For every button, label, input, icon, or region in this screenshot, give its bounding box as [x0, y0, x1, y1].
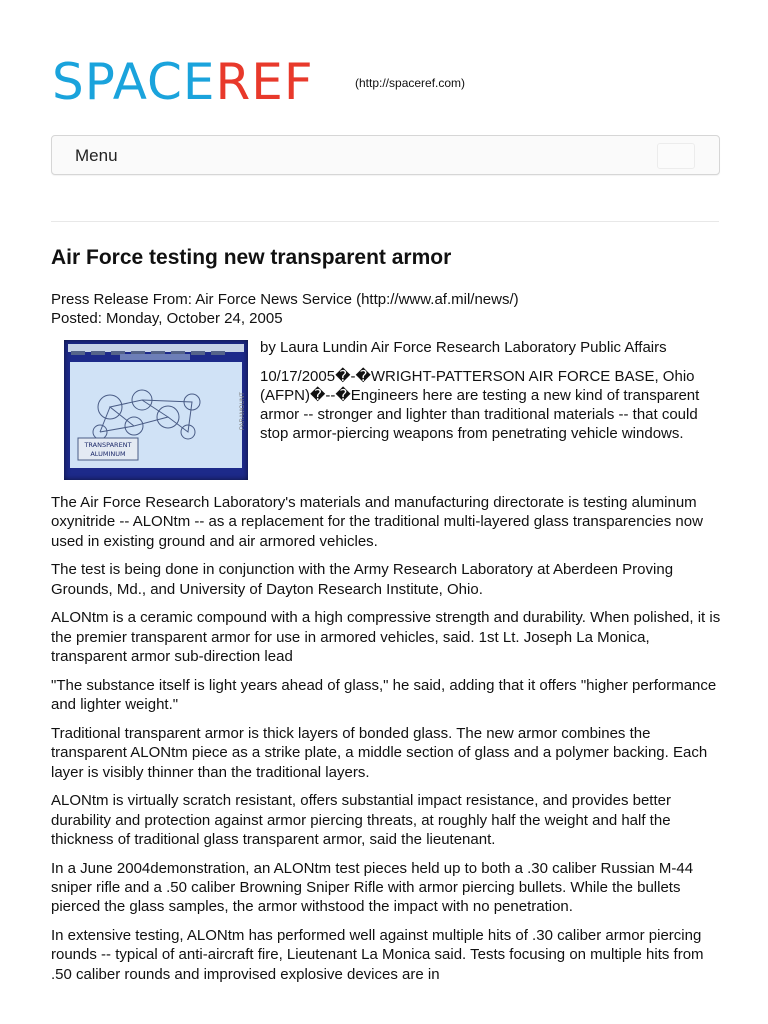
site-url[interactable]: (http://spaceref.com) [355, 76, 466, 90]
molecule-diagram [70, 362, 242, 468]
divider [51, 221, 719, 222]
image-caption-line2: ALUMINUM [90, 450, 126, 458]
paragraph: In extensive testing, ALONtm has performed well against multiple hits of .30 caliber armor piercing rounds -- typical of anti-aircraft fire, Lieutenant La Monica said. Tests focusing on multiple hits from .50 caliber rounds and improvised explosive devices are in [51, 927, 704, 983]
image-subtitle-bar [120, 354, 190, 360]
image-caption-line1: TRANSPARENT [84, 441, 132, 449]
paragraph: The Air Force Research Laboratory's materials and manufacturing directorate is testing aluminum oxynitride -- ALONtm -- as a replacement for the traditional multi-layered glass transparencies now used in existing ground and air armored vehicles. [51, 494, 703, 550]
lead-text [260, 338, 720, 453]
menu-label[interactable]: Menu [75, 146, 118, 165]
byline: by Laura Lundin Air Force Research Laboratory Public Affairs [260, 339, 667, 356]
paragraph: ALONtm is a ceramic compound with a high compressive strength and durability. When polished, it is the premier transparent armor for use in armored vehicles, said. 1st Lt. Joseph La Monica, transparent armor sub-direction lead [51, 609, 721, 666]
press-release-source: Press Release From: Air Force News Service (http://www.af.mil/news/) [51, 291, 519, 308]
image-credit: PARAMOUNT [240, 392, 246, 430]
article-meta [51, 290, 721, 328]
logo-ref-text: REF [215, 53, 314, 111]
menu-toggle-button[interactable] [657, 143, 695, 169]
paragraph: In a June 2004demonstration, an ALONtm test pieces held up to both a .30 caliber Russian M-44 sniper rifle and a .50 caliber Browning Sniper Rifle with armor piercing bullets. While the bullets pierced the glass samples, the armor withstood the impact with no penetration. [51, 859, 694, 916]
article-image [64, 340, 248, 480]
paragraph: Traditional transparent armor is thick layers of bonded glass. The new armor combines the transparent ALONtm piece as a strike plate, a middle section of glass and a polymer backing. Each layer is visibly thinner than the traditional layers. [51, 724, 708, 781]
image-toolbar [68, 344, 244, 352]
paragraph: ALONtm is virtually scratch resistant, offers substantial impact resistance, and provides better durability and protection against armor piercing threats, at roughly half the weight and half the thickness of traditional glass transparent armor, said the lieutenant. [51, 792, 671, 848]
dateline-paragraph: 10/17/2005�-�WRIGHT-PATTERSON AIR FORCE BASE, Ohio (AFPN)�--�Engineers here are testing a new kind of transparent armor -- stronger and lighter than traditional materials -- that could stop armor-piercing weapons from penetrating vehicle windows. [260, 368, 700, 442]
logo-space-text: SPACE [52, 53, 216, 111]
article-body [51, 493, 721, 994]
posted-date: Posted: Monday, October 24, 2005 [51, 310, 283, 327]
menu-bar[interactable] [51, 135, 720, 175]
spaceref-logo[interactable] [52, 52, 314, 112]
paragraph: The test is being done in conjunction with the Army Research Laboratory at Aberdeen Proving Grounds, Md., and University of Dayton Research Institute, Ohio. [51, 561, 674, 598]
paragraph: "The substance itself is light years ahead of glass," he said, adding that it offers "higher performance and lighter weight." [51, 676, 717, 714]
article-title: Air Force testing new transparent armor [51, 246, 452, 269]
